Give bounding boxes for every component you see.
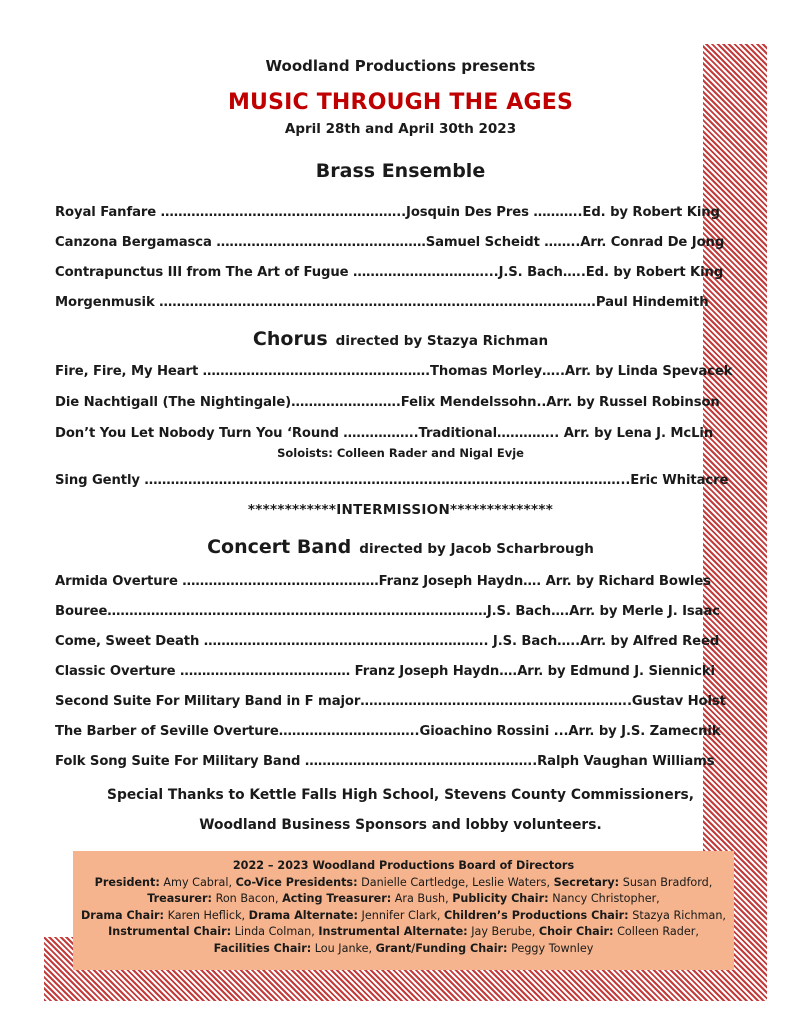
board-role: Secretary:	[553, 875, 620, 889]
band-director: directed by Jacob Scharbrough	[359, 541, 594, 557]
board-role: Acting Treasurer:	[282, 892, 392, 905]
board-role: Co-Vice Presidents:	[235, 875, 358, 889]
board-role: Grant/Funding Chair:	[375, 941, 508, 955]
band-item: Second Suite For Military Band in F major……………………………………………………..Gustav Holst	[55, 694, 726, 709]
board-names: Susan Bradford,	[619, 875, 713, 889]
board-names: Ara Bush,	[391, 892, 453, 905]
board-role: Publicity Chair:	[452, 892, 549, 905]
event-dates: April 28th and April 30th 2023	[284, 121, 517, 137]
brass-heading-label: Brass Ensemble	[315, 160, 486, 182]
board-line	[73, 908, 734, 925]
brass-item: Royal Fanfare ………………………………………………..Josquin Des Pres ………..Ed. by Robert King	[55, 205, 720, 220]
board-role: Children’s Productions Chair:	[443, 908, 629, 922]
board-line	[73, 941, 734, 958]
board-names: Peggy Townley	[507, 941, 594, 955]
board-role: Choir Chair:	[538, 925, 614, 938]
chorus-item: Die Nachtigall (The Nightingale)…………………….Felix Mendelssohn..Arr. by Russel Robinson	[55, 395, 720, 410]
board-line	[73, 875, 734, 892]
thanks-line-2: Woodland Business Sponsors and lobby volunteers.	[199, 817, 602, 833]
board-names: Jay Berube,	[467, 925, 539, 938]
soloists-note: Soloists: Colleen Rader and Nigal Evje	[277, 446, 524, 460]
board-role: Facilities Chair:	[213, 941, 312, 955]
chorus-item: Don’t You Let Nobody Turn You ‘Round ……………..Traditional………….. Arr. by Lena J. McLin	[55, 426, 714, 441]
board-names: Colleen Rader,	[613, 925, 699, 938]
board-names: Karen Heflick,	[164, 908, 249, 922]
brass-item: Morgenmusik ……………………………………………………………………………………….Paul Hindemith	[55, 295, 709, 310]
brass-item: Contrapunctus III from The Art of Fugue …………………………...J.S. Bach…..Ed. by Robert King	[55, 265, 724, 280]
board-names: Amy Cabral,	[159, 875, 236, 889]
board-of-directors-box	[73, 851, 734, 970]
board-line	[73, 924, 734, 941]
chorus-heading	[49, 328, 752, 350]
board-names: Stazya Richman,	[628, 908, 726, 922]
chorus-heading-label: Chorus	[252, 328, 328, 350]
program-content	[49, 49, 752, 986]
board-names: Nancy Christopher,	[548, 892, 660, 905]
board-role: Instrumental Alternate:	[318, 925, 468, 938]
board-role: Treasurer:	[147, 892, 213, 905]
board-role: President:	[94, 875, 160, 889]
band-item: Classic Overture ………………………………… Franz Joseph Haydn….Arr. by Edmund J. Siennicki	[55, 664, 715, 679]
board-title: 2022 – 2023 Woodland Productions Board of Directors	[232, 859, 575, 872]
board-names: Linda Colman,	[231, 925, 319, 938]
intermission-line: ************INTERMISSION**************	[247, 502, 554, 518]
thanks-line-1: Special Thanks to Kettle Falls High School, Stevens County Commissioners,	[107, 787, 694, 803]
band-item: The Barber of Seville Overture…………………………..Gioachino Rossini ...Arr. by J.S. Zamecnik	[55, 724, 721, 739]
chorus-director: directed by Stazya Richman	[335, 333, 549, 349]
chorus-item: Fire, Fire, My Heart …………………………………………….Thomas Morley…..Arr. by Linda Spevacek	[55, 364, 733, 379]
board-role: Drama Chair:	[81, 908, 165, 922]
presenter-line: Woodland Productions presents	[265, 57, 536, 75]
band-item: Bouree……………………………………………………………………………J.S. Bach….Arr. by Merle J. Isaac	[55, 604, 720, 619]
board-names: Jennifer Clark,	[358, 908, 444, 922]
band-item: Armida Overture ………………………………………Franz Joseph Haydn…. Arr. by Richard Bowles	[55, 574, 711, 589]
brass-item: Canzona Bergamasca …………………………………………Samuel Scheidt ……..Arr. Conrad De Jong	[55, 235, 725, 250]
event-title: MUSIC THROUGH THE AGES	[227, 90, 574, 115]
board-names: Ron Bacon,	[212, 892, 283, 905]
chorus-item: Sing Gently ………………………………………………………………………………………………...Eric Whitacre	[55, 473, 729, 488]
board-line	[73, 891, 734, 908]
band-item: Folk Song Suite For Military Band ……………………………………………..Ralph Vaughan Williams	[55, 754, 715, 769]
board-role: Drama Alternate:	[248, 908, 358, 922]
brass-heading	[49, 160, 752, 182]
board-names: Danielle Cartledge, Leslie Waters,	[357, 875, 554, 889]
board-names: Lou Janke,	[311, 941, 376, 955]
band-item: Come, Sweet Death ……………………………………………………….. J.S. Bach…..Arr. by Alfred Reed	[55, 634, 720, 649]
board-role: Instrumental Chair:	[108, 925, 232, 938]
band-heading	[49, 536, 752, 558]
band-heading-label: Concert Band	[207, 536, 352, 558]
